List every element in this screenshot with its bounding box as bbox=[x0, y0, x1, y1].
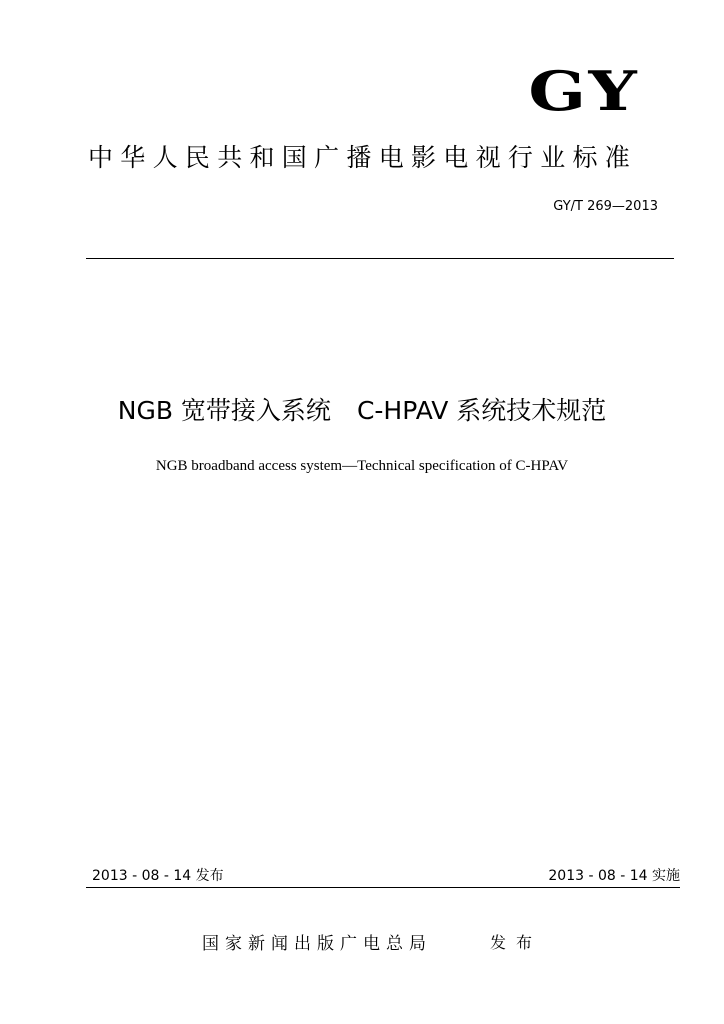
chinese-title-part-1: NGB 宽带接入系统 bbox=[117, 396, 331, 425]
footer-divider bbox=[86, 887, 680, 888]
chinese-document-title bbox=[0, 393, 724, 429]
implementation-date: 2013 - 08 - 14 实施 bbox=[548, 868, 680, 884]
header-divider bbox=[86, 258, 674, 259]
issue-date: 2013 - 08 - 14 发布 bbox=[92, 868, 224, 884]
chinese-title-part-2: C-HPAV 系统技术规范 bbox=[356, 396, 607, 425]
issue-label: 发布 bbox=[490, 933, 543, 952]
gy-logo: GY bbox=[528, 59, 640, 123]
issuing-authority: 国家新闻出版广电总局 bbox=[202, 934, 432, 954]
industry-standard-title: 中华人民共和国广播电影电视行业标准 bbox=[88, 143, 638, 172]
english-document-title: NGB broadband access system—Technical specification of C-HPAV bbox=[155, 458, 569, 474]
standard-number: GY/T 269—2013 bbox=[553, 199, 658, 214]
